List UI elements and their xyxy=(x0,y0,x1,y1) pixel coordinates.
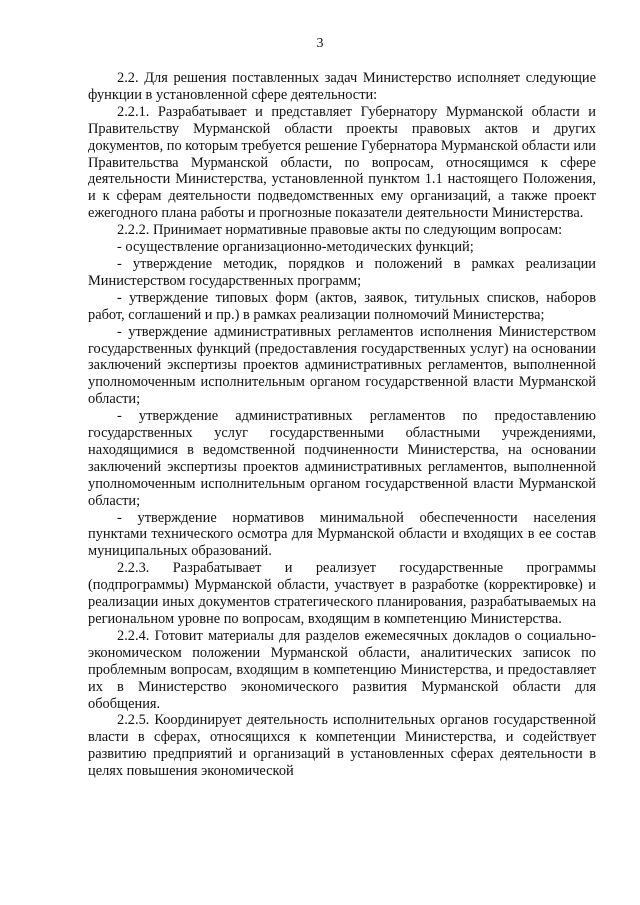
list-item-methods-approval: - утверждение методик, порядков и положений в рамках реализации Министерством государственных программ; xyxy=(88,255,596,289)
document-body xyxy=(88,70,596,780)
paragraph-2-2-2: 2.2.2. Принимает нормативные правовые акты по следующим вопросам: xyxy=(117,222,563,239)
paragraph-2-2-3: 2.2.3. Разрабатывает и реализует государственные программы (подпрограммы) Мурманской области, участвует в разработке (корректировке) и реализации иных документов стратегического планирования, разрабатываемых на региональном уровне по вопросам, входящим в компетенцию Министерства. xyxy=(88,560,596,627)
list-item-standard-forms: - утверждение типовых форм (актов, заявок, титульных списков, наборов работ, соглашений и пр.) в рамках реализации полномочий Министерства; xyxy=(88,289,596,323)
list-item-regulations-services: - утверждение административных регламентов по предоставлению государственных услуг государственными областными учреждениями, находящимися в ведомственной подчиненности Министерства, на основании заключений экспертизы проектов административных регламентов, выполненной уполномоченным исполнительным органом государственной власти Мурманской области; xyxy=(88,408,596,509)
paragraph-2-2-1: 2.2.1. Разрабатывает и представляет Губернатору Мурманской области и Правительству Мурманской области проекты правовых актов и других документов, по которым требуется решение Губернатора Мурманской области или Правительства Мурманской области, по вопросам, относящимся к сфере деятельности Министерства, установленной пунктом 1.1 настоящего Положения, и к сферам деятельности подведомственных ему организаций, а также проект ежегодного плана работы и прогнозные показатели деятельности Министерства. xyxy=(88,103,596,222)
paragraph-2-2-5: 2.2.5. Координирует деятельность исполнительных органов государственной власти в сферах, относящихся к компетенции Министерства, и содействует развитию предприятий и организаций в установленных сферах деятельности в целях повышения экономической xyxy=(88,712,596,780)
list-item-inspection-standards: - утверждение нормативов минимальной обеспеченности населения пунктами технического осмотра для Мурманской области и входящих в ее состав муниципальных образований. xyxy=(88,509,596,560)
paragraph-2-2: 2.2. Для решения поставленных задач Министерство исполняет следующие функции в установленной сфере деятельности: xyxy=(88,70,596,103)
list-item-regulations-functions: - утверждение административных регламентов исполнения Министерством государственных функций (предоставления государственных услуг) на основании заключений экспертизы проектов административных регламентов, выполненной уполномоченным исполнительным органом государственной власти Мурманской области; xyxy=(88,323,596,408)
paragraph-2-2-4: 2.2.4. Готовит материалы для разделов ежемесячных докладов о социально-экономическом положении Мурманской области, аналитических записок по проблемным вопросам, входящим в компетенцию Министерства, и предоставляет их в Министерство экономического развития Мурманской области для обобщения. xyxy=(88,627,596,712)
list-item-organizational-functions: - осуществление организационно-методических функций; xyxy=(117,239,474,256)
page-number: 3 xyxy=(316,36,324,51)
